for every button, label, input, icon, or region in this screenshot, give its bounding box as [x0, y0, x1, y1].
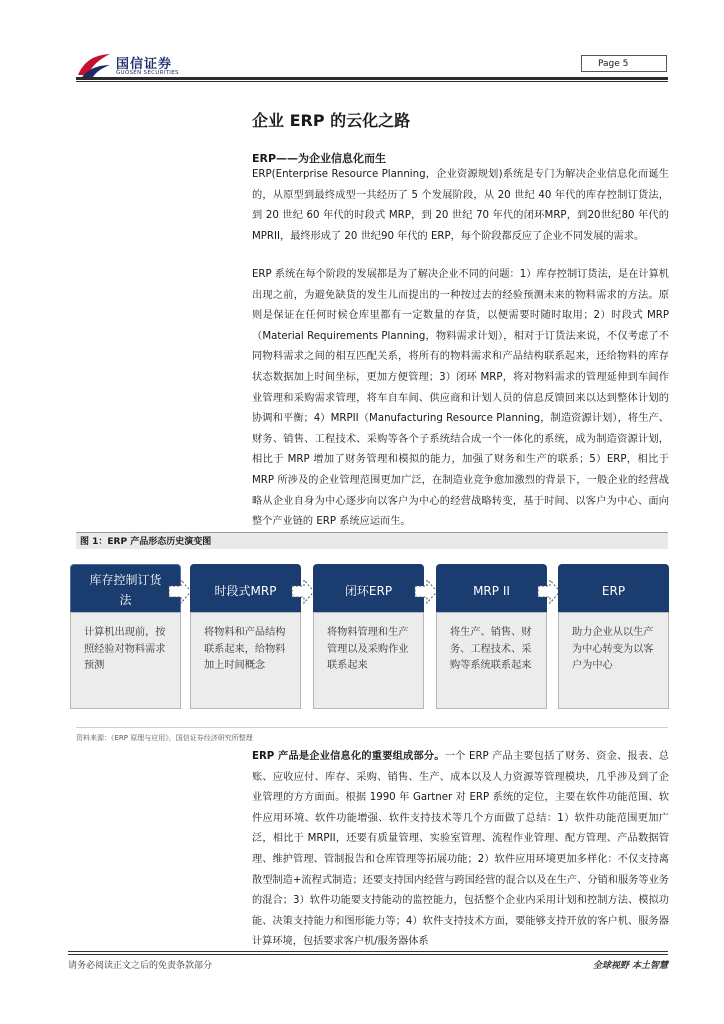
stage-description-text: 将生产、销售、财务、工程技术、采购等系统联系起来 — [450, 627, 532, 671]
stage-description-text: 助力企业从以生产为中心转变为以客户为中心 — [572, 627, 654, 671]
arrow-right-icon — [414, 578, 438, 605]
disclaimer-note: 请务必阅读正文之后的免责条款部分 — [68, 961, 213, 971]
footer-rule — [68, 951, 668, 952]
header-rule-thin — [76, 81, 668, 82]
logo-mark-icon — [76, 51, 112, 79]
stage-description-text: 将物料管理和生产管理以及采购作业联系起来 — [327, 627, 409, 671]
stage-description — [190, 612, 301, 709]
page-number: Page 5 — [581, 55, 667, 72]
stage-description-text: 将物料和产品结构联系起来，给物料加上时间概念 — [204, 627, 286, 671]
stage-erp — [558, 564, 669, 619]
stage-description — [313, 612, 424, 709]
figure-caption-bar — [76, 532, 668, 549]
paragraph-3-text: 一个 ERP 产品主要包括了财务、资金、报表、总账、应收应付、库存、采购、销售、生产、成本以及人力资源等管理模块，几乎涉及到了企业管理的方方面面。根据 1990 年 Gartner 对 ERP 系统的定位，主要在软件功能范围、软件应用环境、软件功能增强、软件支持技术等几个方面做了总结：1）软件功能范围更加广泛，相比于 MRPII，还要有质量管理、实验室管理、流程作业管理、配方管理、产品数据管理、维护管理、管制报告和仓库管理等拓展功能；2）软件应用环境更加多样化：不仅支持离散型制造+流程式制造；还要支持国内经营与跨国经营的混合以及在生产、分销和服务等业务的混合；3）软件功能要支持能动的监控能力，包括整个企业内采用计划和控制方法、模拟功能、决策支持能力和图形能力等；4）软件支持技术方面，要能够支持开放的客户机、服务器计算环境，包括要求客户机/服务器体系 — [252, 751, 669, 948]
stage-description — [70, 612, 181, 709]
stage-description — [436, 612, 547, 709]
stage-label: ERP — [601, 584, 626, 598]
logo-text-cn: 国信证券 — [116, 57, 173, 72]
logo-text-en: GUOSEN SECURITIES — [116, 70, 179, 76]
arrow-right-icon — [168, 578, 192, 605]
figure-title: 图 1：ERP 产品形态历史演变图 — [80, 537, 212, 547]
page-title: 企业 ERP 的云化之路 — [252, 111, 411, 130]
stage-description-text: 计算机出现前，按照经验对物料需求预测 — [84, 627, 166, 671]
stage-label: 库存控制订货法 — [89, 573, 162, 607]
stage-inventory-control — [70, 564, 181, 619]
stage-closed-loop — [313, 564, 424, 619]
stage-time-phased-mrp — [190, 564, 301, 619]
stage-description — [558, 612, 669, 709]
footer-rule-thin — [68, 954, 668, 955]
stage-label: 闭环ERP — [344, 584, 393, 598]
paragraph-2: ERP 系统在每个阶段的发展都是为了解决企业不同的问题：1）库存控制订货法，是在计算机出现之前，为避免缺货的发生儿而提出的一种按过去的经验预测未来的物料需求的方法。原则是保证在任何时候仓库里都有一定数量的存货，以便需要时随时取用；2）时段式 MRP（Material Requirements Planning，物料需求计划），相对于订货法来说，不仅考虑了不同物料需求之间的相互匹配关系，将所有的物料需求和产品结构联系起来，还给物料的库存状态数据加上时间坐标，更加方便管理；3）闭环 MRP，将对物料需求的管理延伸到车间作业管理和采购需求管理，将车自车间、供应商和计划人员的信息反馈回来以达到整体计划的协调和平衡；4）MRPII（Manufacturing Resource Planning，制造资源计划），将生产、财务、销售、工程技术、采购等各个子系统结合成一个一体化的系统，成为制造资源计划，相比于 MRP 增加了财务管理和模拟的能力，加强了财务和生产的联系；5）ERP，相比于 MRP 所涉及的企业管理范围更加广泛，在制造业竞争愈加激烈的背景下，一般企业的经营战略从企业自身为中心逐步向以客户为中心的经营战略转变，基于时间、以客户为中心、面向整个产业链的 ERP 系统应运而生。 — [252, 269, 669, 528]
stage-label: 时段式MRP — [214, 584, 277, 598]
stage-label: MRP II — [473, 584, 510, 598]
arrow-right-icon — [291, 578, 315, 605]
section-heading: ERP——为企业信息化而生 — [252, 152, 387, 165]
figure-source: 资料来源：《ERP 原理与应用》，国信证券经济研究所整理 — [76, 734, 253, 742]
source-rule — [76, 727, 668, 728]
footer-slogan: 全球视野 本土智慧 — [592, 961, 668, 971]
paragraph-3-lead: ERP 产品是企业信息化的重要组成部分。 — [252, 751, 445, 762]
stage-mrp-ii — [436, 564, 547, 619]
paragraph-3 — [252, 747, 669, 953]
paragraph-1: ERP(Enterprise Resource Planning，企业资源规划)系统是专门为解决企业信息化而诞生的，从原型到最终成型一共经历了 5 个发展阶段，从 20 世纪 40 年代的库存控制订货法，到 20 世纪 60 年代的时段式 MRP，到 20 世纪 70 年代的闭环MRP，到20世纪80 年代的 MPRII，最终形成了 20 世纪90 年代的 ERP，每个阶段都反应了企业不同发展的需求。 — [252, 169, 669, 242]
header-rule — [76, 77, 668, 80]
